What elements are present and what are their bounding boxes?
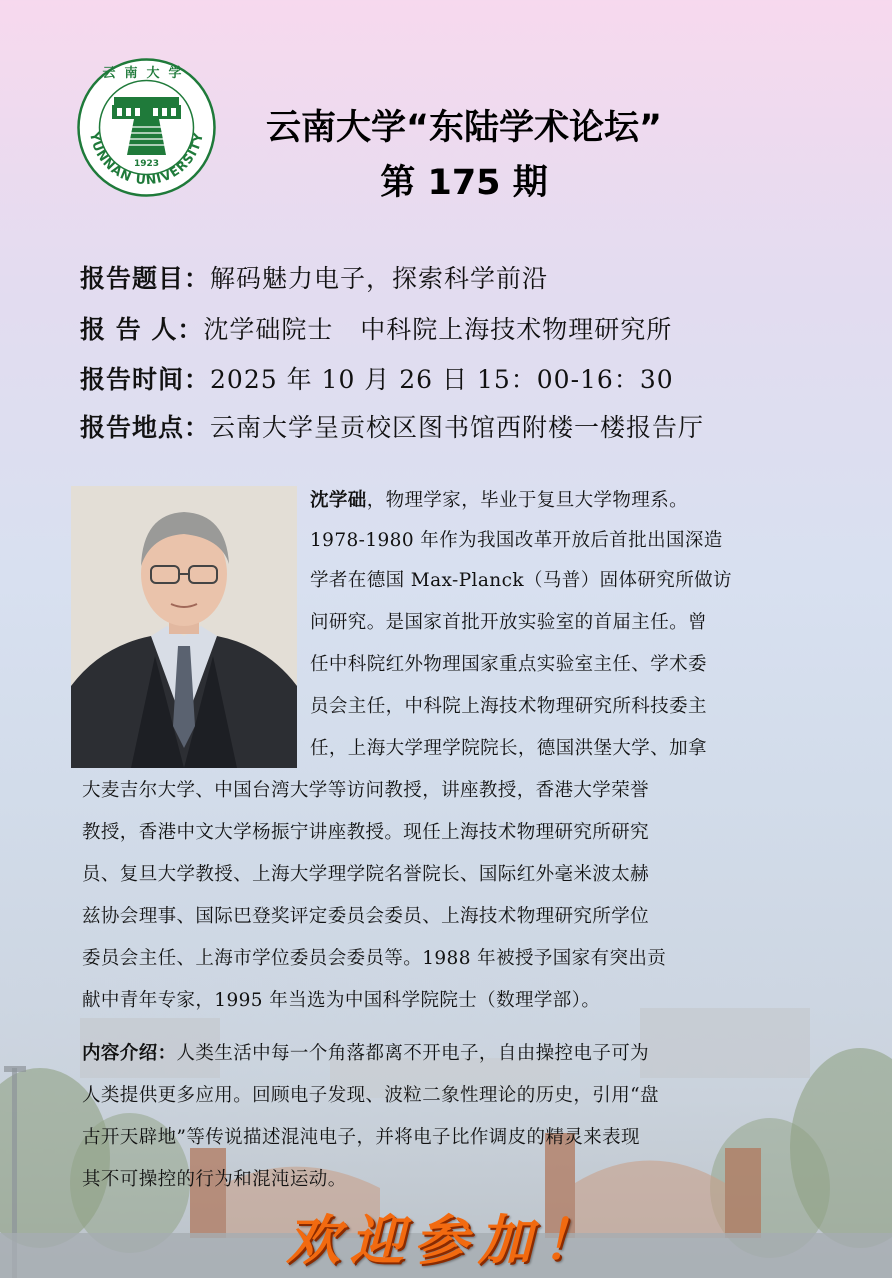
bio-line: 任中科院红外物理国家重点实验室主任、学术委 [310, 654, 707, 675]
bio-line: 献中青年专家，1995 年当选为中国科学院院士（数理学部）。 [82, 990, 601, 1011]
bio-line: 员、复旦大学教授、上海大学理学院名誉院长、国际红外毫米波太赫 [82, 864, 650, 885]
bio-line: 学者在德国 Max-Planck（马普）固体研究所做访 [310, 570, 732, 591]
issue-number: 第 175 期 [380, 163, 548, 203]
speaker-name: 沈学础 [310, 490, 367, 511]
welcome-text: 欢迎参加！ [286, 1208, 606, 1272]
bio-line: 任，上海大学理学院院长，德国洪堡大学、加拿 [310, 738, 707, 759]
intro-label: 内容介绍： [82, 1043, 177, 1064]
bio-line: 委员会主任、上海市学位委员会委员等。1988 年被授予国家有突出贡 [82, 948, 667, 969]
intro-line: 人类提供更多应用。回顾电子发现、波粒二象性理论的历史，引用“盘 [82, 1085, 659, 1106]
info-topic [80, 259, 548, 295]
info-time [80, 360, 674, 396]
bio-line: 1978-1980 年作为我国改革开放后首批出国深造 [310, 530, 723, 551]
logo-top-text: 云南大学 [102, 66, 191, 81]
info-value: 云南大学呈贡校区图书馆西附楼一楼报告厅 [210, 413, 705, 442]
info-location [80, 408, 704, 444]
info-speaker [80, 310, 672, 346]
bio-line: 员会主任，中科院上海技术物理研究所科技委主 [310, 696, 707, 717]
intro-line: 古开天辟地”等传说描述混沌电子，并将电子比作调皮的精灵来表现 [82, 1127, 640, 1148]
logo-ring-text: YUNNAN UNIVERSITY [87, 130, 206, 188]
bio-line: 教授，香港中文大学杨振宁讲座教授。现任上海技术物理研究所研究 [82, 822, 650, 843]
bio-line: 问研究。是国家首批开放实验室的首届主任。曾 [310, 612, 707, 633]
info-value: 解码魅力电子，探索科学前沿 [210, 264, 549, 293]
speaker-photo [71, 486, 297, 768]
info-value: 沈学础院士 中科院上海技术物理研究所 [203, 315, 673, 344]
bio-line: 大麦吉尔大学、中国台湾大学等访问教授，讲座教授，香港大学荣誉 [82, 780, 650, 801]
info-value: 2025 年 10 月 26 日 15：00-16：30 [210, 365, 674, 394]
logo-year: 1923 [133, 159, 160, 169]
page-title: 云南大学“东陆学术论坛” [265, 108, 662, 148]
info-label: 报告题目： [80, 264, 211, 293]
intro-line: 内容介绍：人类生活中每一个角落都离不开电子，自由操控电子可为 [82, 1043, 650, 1064]
intro-line: 其不可操控的行为和混沌运动。 [82, 1169, 347, 1190]
info-label: 报 告 人： [80, 315, 204, 344]
bio-line: 兹协会理事、国际巴登奖评定委员会委员、上海技术物理研究所学位 [82, 906, 650, 927]
info-label: 报告时间： [80, 365, 211, 394]
info-label: 报告地点： [80, 413, 211, 442]
bio-line: 沈学础，物理学家，毕业于复旦大学物理系。 [310, 490, 689, 511]
